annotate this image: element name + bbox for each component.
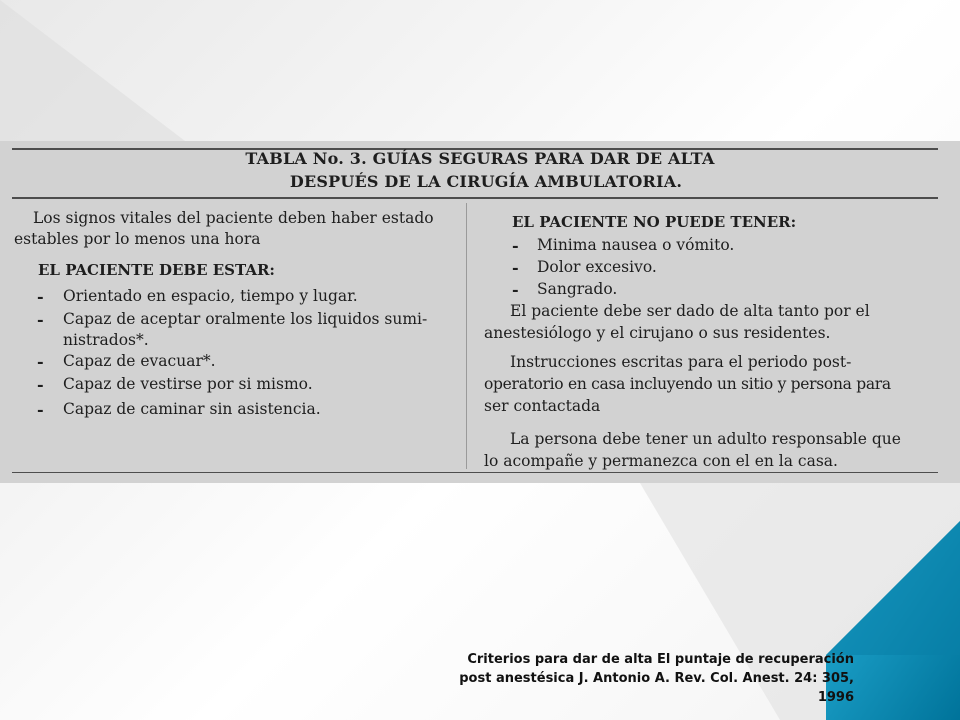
left-item-1: Orientado en espacio, tiempo y lugar. (63, 287, 358, 305)
discharge-text-line-1: El paciente debe ser dado de alta tanto por el (510, 302, 870, 320)
table-title-line-2: DESPUÉS DE LA CIRUGÍA AMBULATORIA. (289, 172, 683, 191)
left-heading: EL PACIENTE DEBE ESTAR: (38, 261, 275, 279)
upper-left-shade (0, 0, 185, 141)
discharge-text-line-2: anestesiólogo y el cirujano o sus residentes. (484, 324, 831, 342)
bullet-dash: - (512, 258, 519, 277)
instructions-line-1: Instrucciones escritas para el periodo post- (510, 353, 852, 371)
bullet-dash: - (37, 310, 44, 329)
right-item-3: Sangrado. (537, 280, 618, 298)
left-item-5: Capaz de caminar sin asistencia. (63, 400, 321, 418)
bullet-dash: - (512, 236, 519, 255)
bullet-dash: - (37, 375, 44, 394)
caption-line-2: post anestésica J. Antonio A. Rev. Col. Anest. 24: 305, (459, 671, 854, 686)
table-bottom-rule (12, 472, 938, 473)
right-item-2: Dolor excesivo. (537, 258, 657, 276)
column-divider (466, 203, 467, 469)
left-item-2: Capaz de aceptar oralmente los liquidos sumi- (63, 310, 428, 328)
scanned-table-image (0, 141, 960, 483)
table-title-line-1: TABLA No. 3. GUÍAS SEGURAS PARA DAR DE ALTA (245, 149, 715, 168)
left-item-2-cont: nistrados*. (63, 331, 149, 349)
instructions-line-3: ser contactada (484, 397, 601, 415)
intro-line-1: Los signos vitales del paciente deben haber estado (33, 209, 434, 227)
intro-line-2: estables por lo menos una hora (14, 230, 261, 248)
caption-line-1: Criterios para dar de alta El puntaje de recuperación (467, 652, 854, 667)
instructions-line-2: operatorio en casa incluyendo un sitio y persona para (484, 375, 891, 393)
left-item-3: Capaz de evacuar*. (63, 352, 216, 370)
bullet-dash: - (37, 287, 44, 306)
table-title-rule (12, 197, 938, 199)
companion-line-1: La persona debe tener un adulto responsable que (510, 430, 901, 448)
left-item-4: Capaz de vestirse por si mismo. (63, 375, 313, 393)
caption-line-3: 1996 (817, 690, 854, 705)
citation-caption (414, 650, 854, 707)
bullet-dash: - (512, 280, 519, 299)
right-item-1: Minima nausea o vómito. (537, 236, 735, 254)
right-heading: EL PACIENTE NO PUEDE TENER: (512, 213, 797, 231)
companion-line-2: lo acompañe y permanezca con el en la casa. (484, 452, 838, 470)
bullet-dash: - (37, 352, 44, 371)
bullet-dash: - (37, 400, 44, 419)
